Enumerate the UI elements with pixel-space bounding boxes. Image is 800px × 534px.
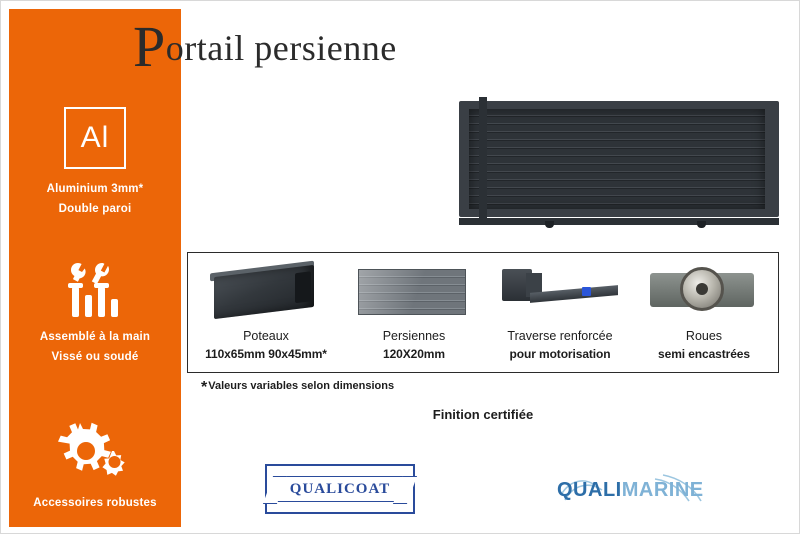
sidebar-feature-accessories	[9, 421, 181, 513]
feature-line: Double paroi	[58, 203, 132, 215]
component-spec: 120X20mm	[383, 347, 445, 361]
component-label: Persiennes	[382, 329, 446, 343]
component-traverse	[486, 261, 634, 361]
feature-line: Accessoires robustes	[33, 497, 157, 509]
qualimarine-logo	[557, 471, 725, 511]
product-hero-image	[459, 97, 779, 225]
page-title	[133, 14, 397, 79]
qualicoat-logo	[265, 464, 415, 514]
wheel-image	[630, 261, 778, 323]
post-profile-image	[192, 261, 340, 323]
component-roues	[630, 261, 778, 361]
gate-wheel	[545, 221, 554, 228]
page-title-rest: ortail persienne	[165, 28, 397, 68]
sidebar	[9, 9, 181, 527]
footnote-star: *	[201, 379, 208, 396]
finition-heading: Finition certifiée	[432, 407, 534, 422]
sidebar-feature-assembly	[9, 261, 181, 367]
component-label: Traverse renforcée	[507, 329, 613, 343]
gate-wheel	[697, 221, 706, 228]
qualicoat-label: QUALICOAT	[289, 480, 391, 497]
louvre-panel-image	[340, 261, 488, 323]
component-spec: pour motorisation	[509, 347, 611, 361]
gate-rail	[459, 218, 779, 225]
component-poteaux	[192, 261, 340, 361]
component-label: Poteaux	[243, 329, 289, 343]
component-persiennes	[340, 261, 488, 361]
footnote	[201, 379, 394, 397]
qualicoat-band	[276, 476, 404, 502]
gate-louvres	[469, 109, 765, 209]
footnote-text: Valeurs variables selon dimensions	[208, 380, 395, 392]
qualimarine-label-part1: QUALI	[557, 479, 622, 501]
tools-wrench-icon	[64, 261, 126, 319]
component-spec: 110x65mm 90x45mm*	[205, 347, 327, 361]
gears-icon	[56, 421, 134, 485]
aluminium-square-icon	[64, 107, 126, 169]
qualimarine-label-part2: MARINE	[621, 479, 704, 501]
page-title-capital: P	[133, 14, 166, 79]
gate-post	[479, 97, 487, 223]
component-label: Roues	[685, 329, 723, 343]
qualimarine-label	[557, 479, 704, 502]
feature-line: Vissé ou soudé	[51, 351, 139, 363]
feature-line: Aluminium 3mm*	[46, 183, 144, 195]
aluminium-badge-label: Al	[80, 121, 110, 154]
feature-line: Assemblé à la main	[39, 331, 151, 343]
components-box	[187, 252, 779, 373]
motor-crossbar-image	[486, 261, 634, 323]
component-spec: semi encastrées	[658, 347, 750, 361]
sidebar-feature-aluminium	[9, 107, 181, 219]
